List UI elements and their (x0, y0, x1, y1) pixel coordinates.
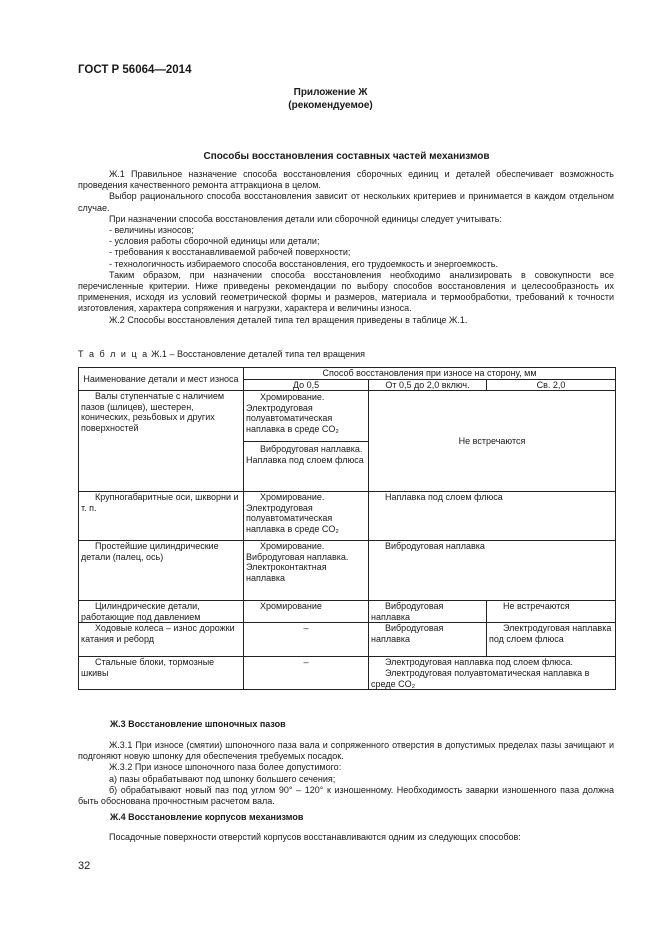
col-group-header: Способ восстановления при износе на сторону, мм (244, 368, 616, 380)
table-cell: Крупногабаритные оси, шкворни и т. п. (79, 492, 244, 541)
table-cell-part: Вибродуговая наплавка. Наплавка под слоем флюса (244, 441, 368, 491)
paragraph-choice: Выбор рационального способа восстановления зависит от нескольких критериев и принимается в каждом отдельном случае. (78, 191, 614, 213)
table-cell: Валы ступенчатые с наличием пазов (шлицев), шестерен, конических, резьбовых и других поверхностей (79, 391, 244, 492)
table-cell: Электродуговая наплавка под слоем флюса (487, 623, 616, 657)
table-cell: – (244, 623, 369, 657)
page-number: 32 (78, 860, 91, 872)
appendix-heading (0, 87, 661, 112)
paragraph-zh4: Посадочные поверхности отверстий корпусов восстанавливаются одним из следующих способов: (109, 832, 521, 842)
table-cell: Вибродуговая наплавка (369, 623, 487, 657)
intro-block (78, 169, 614, 326)
list-item: - величины износов; (109, 225, 194, 236)
table-row (79, 492, 616, 541)
table-cell: Цилиндрические детали, работающие под давлением (79, 601, 244, 623)
table-cell: Вибродуговая наплавка (369, 541, 616, 601)
table-row (79, 601, 616, 623)
table-cell (369, 657, 616, 690)
appendix-title: Приложение Ж (293, 87, 368, 98)
section-zh3-body (78, 740, 614, 807)
paragraph-zh2: Ж.2 Способы восстановления деталей типа тел вращения приведены в таблице Ж.1. (109, 314, 468, 325)
list-item: б) обрабатывают новый паз под углом 90° – 120° к изношенному. Необходимость заварки изношенного паза должна быть обоснована прочностным расчетом вала. (78, 784, 614, 807)
table-cell-part: Хромирование. Электродуговая полуавтоматическая наплавка в среде CO₂ (246, 392, 339, 434)
table-caption-text: Ж.1 – Восстановление деталей типа тел вращения (151, 349, 366, 359)
table-row (79, 541, 616, 601)
col-header-mid: От 0,5 до 2,0 включ. (369, 379, 487, 391)
table-cell-part: Электродуговая наплавка под слоем флюса. (385, 657, 574, 668)
paragraph-zh1: Ж.1 Правильное назначение способа восстановления сборочных единиц и деталей обеспечивает возможность проведения качественного ремонта аттракциона в целом. (78, 169, 614, 191)
col-header-upto: До 0,5 (244, 379, 369, 391)
table-cell: Не встречаются (487, 601, 616, 623)
table-row (79, 391, 616, 492)
table-cell: Простейшие цилиндрические детали (палец, ось) (79, 541, 244, 601)
paragraph-zh31: Ж.3.1 При износе (смятии) шпоночного паза вала и сопряженного отверстия в допустимых пределах пазы зачищают и подгоняют новую шпонку для обеспечения требуемых посадок. (78, 740, 614, 762)
table-row (79, 623, 616, 657)
table-cell (244, 391, 369, 492)
table-caption-prefix: Т а б л и ц а (78, 349, 149, 359)
col-header-name: Наименование детали и мест износа (79, 368, 244, 391)
list-item: - условия работы сборочной единицы или детали; (109, 236, 320, 247)
table-cell: Хромирование. Вибродуговая наплавка. Электроконтактная наплавка (244, 541, 369, 601)
table-cell: Хромирование (244, 601, 369, 623)
table-cell-part: Электродуговая полуавтоматическая наплавка в среде CO₂ (371, 667, 590, 689)
paragraph-criteria: При назначении способа восстановления детали или сборочной единицы следует учитывать: (109, 213, 502, 224)
paragraph-summary: Таким образом, при назначении способа восстановления необходимо анализировать в совокупности все перечисленные критерии. Ниже приведены рекомендации по выбору способов восстановления и целесообразность их применения, исходя из условий геометрической формы и размеров, материала и термообработки, требований к точности изготовления, характера сопряжения и нагрузки, характера и величины износа. (78, 269, 614, 314)
table-cell: Ходовые колеса – износ дорожки катания и реборд (79, 623, 244, 657)
section-heading-zh4: Ж.4 Восстановление корпусов механизмов (110, 812, 304, 822)
restoration-table (78, 367, 616, 690)
paragraph-zh32: Ж.3.2 При износе шпоночного паза более допустимого: (109, 762, 342, 773)
table-row (79, 657, 616, 690)
list-item: - технологичность избираемого способа восстановления, его трудоемкость и энергоемкость. (109, 258, 498, 269)
table-cell: Наплавка под слоем флюса (369, 492, 616, 541)
col-header-over: Св. 2,0 (487, 379, 616, 391)
table-cell: – (244, 657, 369, 690)
section-heading-zh3: Ж.3 Восстановление шпоночных пазов (110, 719, 286, 729)
table-cell: Не встречаются (369, 391, 616, 492)
table-cell: Стальные блоки, тормозные шкивы (79, 657, 244, 690)
list-item: а) пазы обрабатывают под шпонку большего сечения; (109, 773, 336, 784)
section-zh4-body (78, 832, 614, 843)
standard-header: ГОСТ Р 56064—2014 (78, 64, 192, 76)
appendix-subtitle: (рекомендуемое) (288, 99, 373, 111)
table-cell: Вибродуговая наплавка (369, 601, 487, 623)
section-title: Способы восстановления составных частей механизмов (203, 151, 490, 162)
table-caption (78, 349, 614, 360)
list-item: - требования к восстанавливаемой рабочей поверхности; (109, 247, 351, 258)
table-cell: Хромирование. Электродуговая полуавтоматическая наплавка в среде CO₂ (244, 492, 369, 541)
